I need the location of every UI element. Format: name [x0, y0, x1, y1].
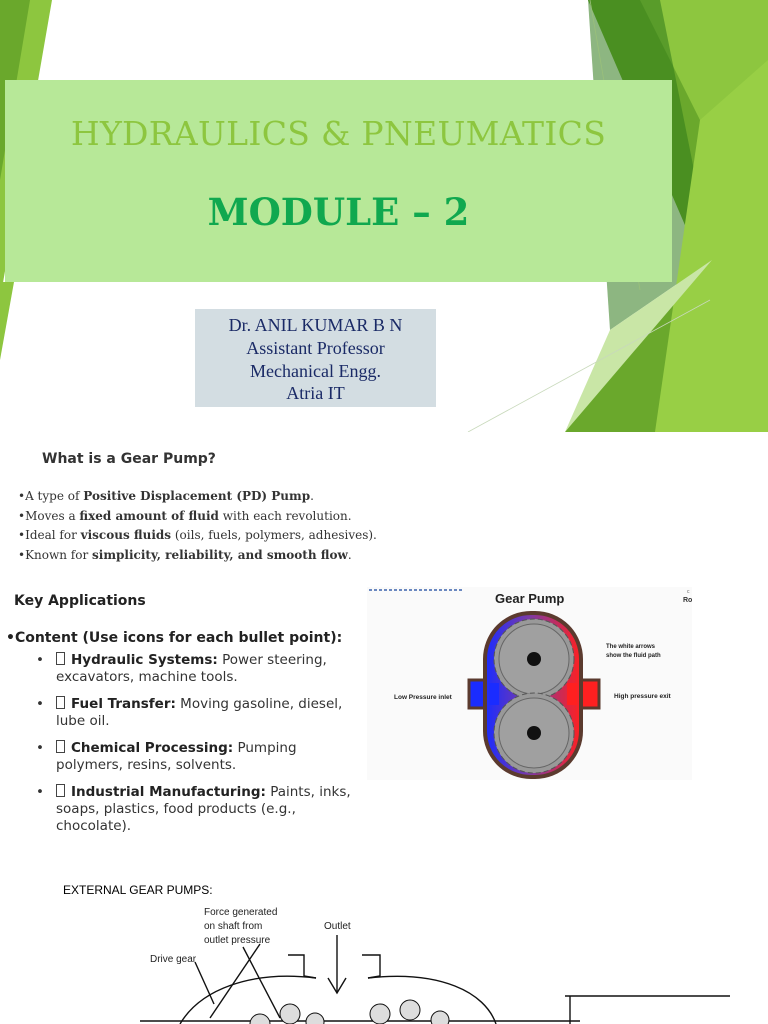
- high-pressure-exit-label: High pressure exit: [614, 693, 671, 700]
- force-annotation: on shaft from: [204, 921, 263, 932]
- gear-pump-figure-title: Gear Pump: [495, 591, 565, 606]
- applications-list: [36, 652, 366, 845]
- author-institute: Atria IT: [286, 383, 345, 404]
- list-item: •A type of Positive Displacement (PD) Pump.: [18, 489, 314, 503]
- external-gear-pumps-label: EXTERNAL GEAR PUMPS:: [63, 883, 213, 897]
- outlet-label: Outlet: [324, 921, 351, 932]
- fluid-path-note: show the fluid path: [606, 653, 661, 659]
- title-slide: [0, 0, 768, 432]
- fluid-path-note: The white arrows: [606, 644, 656, 650]
- corner-label: Ro: [683, 597, 692, 604]
- gear-icon: [494, 619, 574, 699]
- missing-glyph-icon: [56, 740, 65, 753]
- author-department: Mechanical Engg.: [250, 360, 381, 381]
- list-item: • Chemical Processing: Pumping polymers, resins, solvents.: [36, 740, 297, 773]
- force-annotation: Force generated: [204, 907, 278, 918]
- gear-icon: [494, 693, 574, 773]
- low-pressure-inlet-label: Low Pressure inlet: [394, 694, 452, 701]
- list-item: • Hydraulic Systems: Power steering, excavators, machine tools.: [36, 652, 327, 685]
- list-item: •Ideal for viscous fluids (oils, fuels, polymers, adhesives).: [18, 528, 377, 542]
- gear-pump-question-heading: What is a Gear Pump?: [42, 451, 216, 467]
- drive-gear-label: Drive gear: [150, 954, 197, 965]
- list-item: •Known for simplicity, reliability, and smooth flow.: [18, 547, 352, 562]
- gear-pump-diagram: [367, 587, 692, 780]
- author-position: Assistant Professor: [246, 337, 385, 358]
- key-applications-heading: Key Applications: [14, 593, 146, 609]
- author-name: Dr. ANIL KUMAR B N: [228, 315, 403, 335]
- missing-glyph-icon: [56, 784, 65, 797]
- title-box: [5, 80, 672, 282]
- corner-mark: c: [687, 589, 690, 595]
- author-box: [195, 309, 436, 407]
- list-item: • Fuel Transfer: Moving gasoline, diesel, lube oil.: [36, 696, 343, 729]
- list-item: •Moves a fixed amount of fluid with each revolution.: [18, 508, 352, 523]
- course-title: HYDRAULICS & PNEUMATICS: [70, 114, 607, 153]
- list-item: • Industrial Manufacturing: Paints, inks, soaps, plastics, food products (e.g., chocolate).: [36, 784, 351, 834]
- force-annotation: outlet pressure: [204, 935, 271, 946]
- content-note: •Content (Use icons for each bullet point):: [6, 630, 343, 646]
- missing-glyph-icon: [56, 652, 65, 665]
- external-gear-pump-diagram: [140, 900, 740, 1024]
- module-title: MODULE – 2: [207, 190, 470, 234]
- gear-pump-definition-list: [18, 487, 377, 565]
- missing-glyph-icon: [56, 696, 65, 709]
